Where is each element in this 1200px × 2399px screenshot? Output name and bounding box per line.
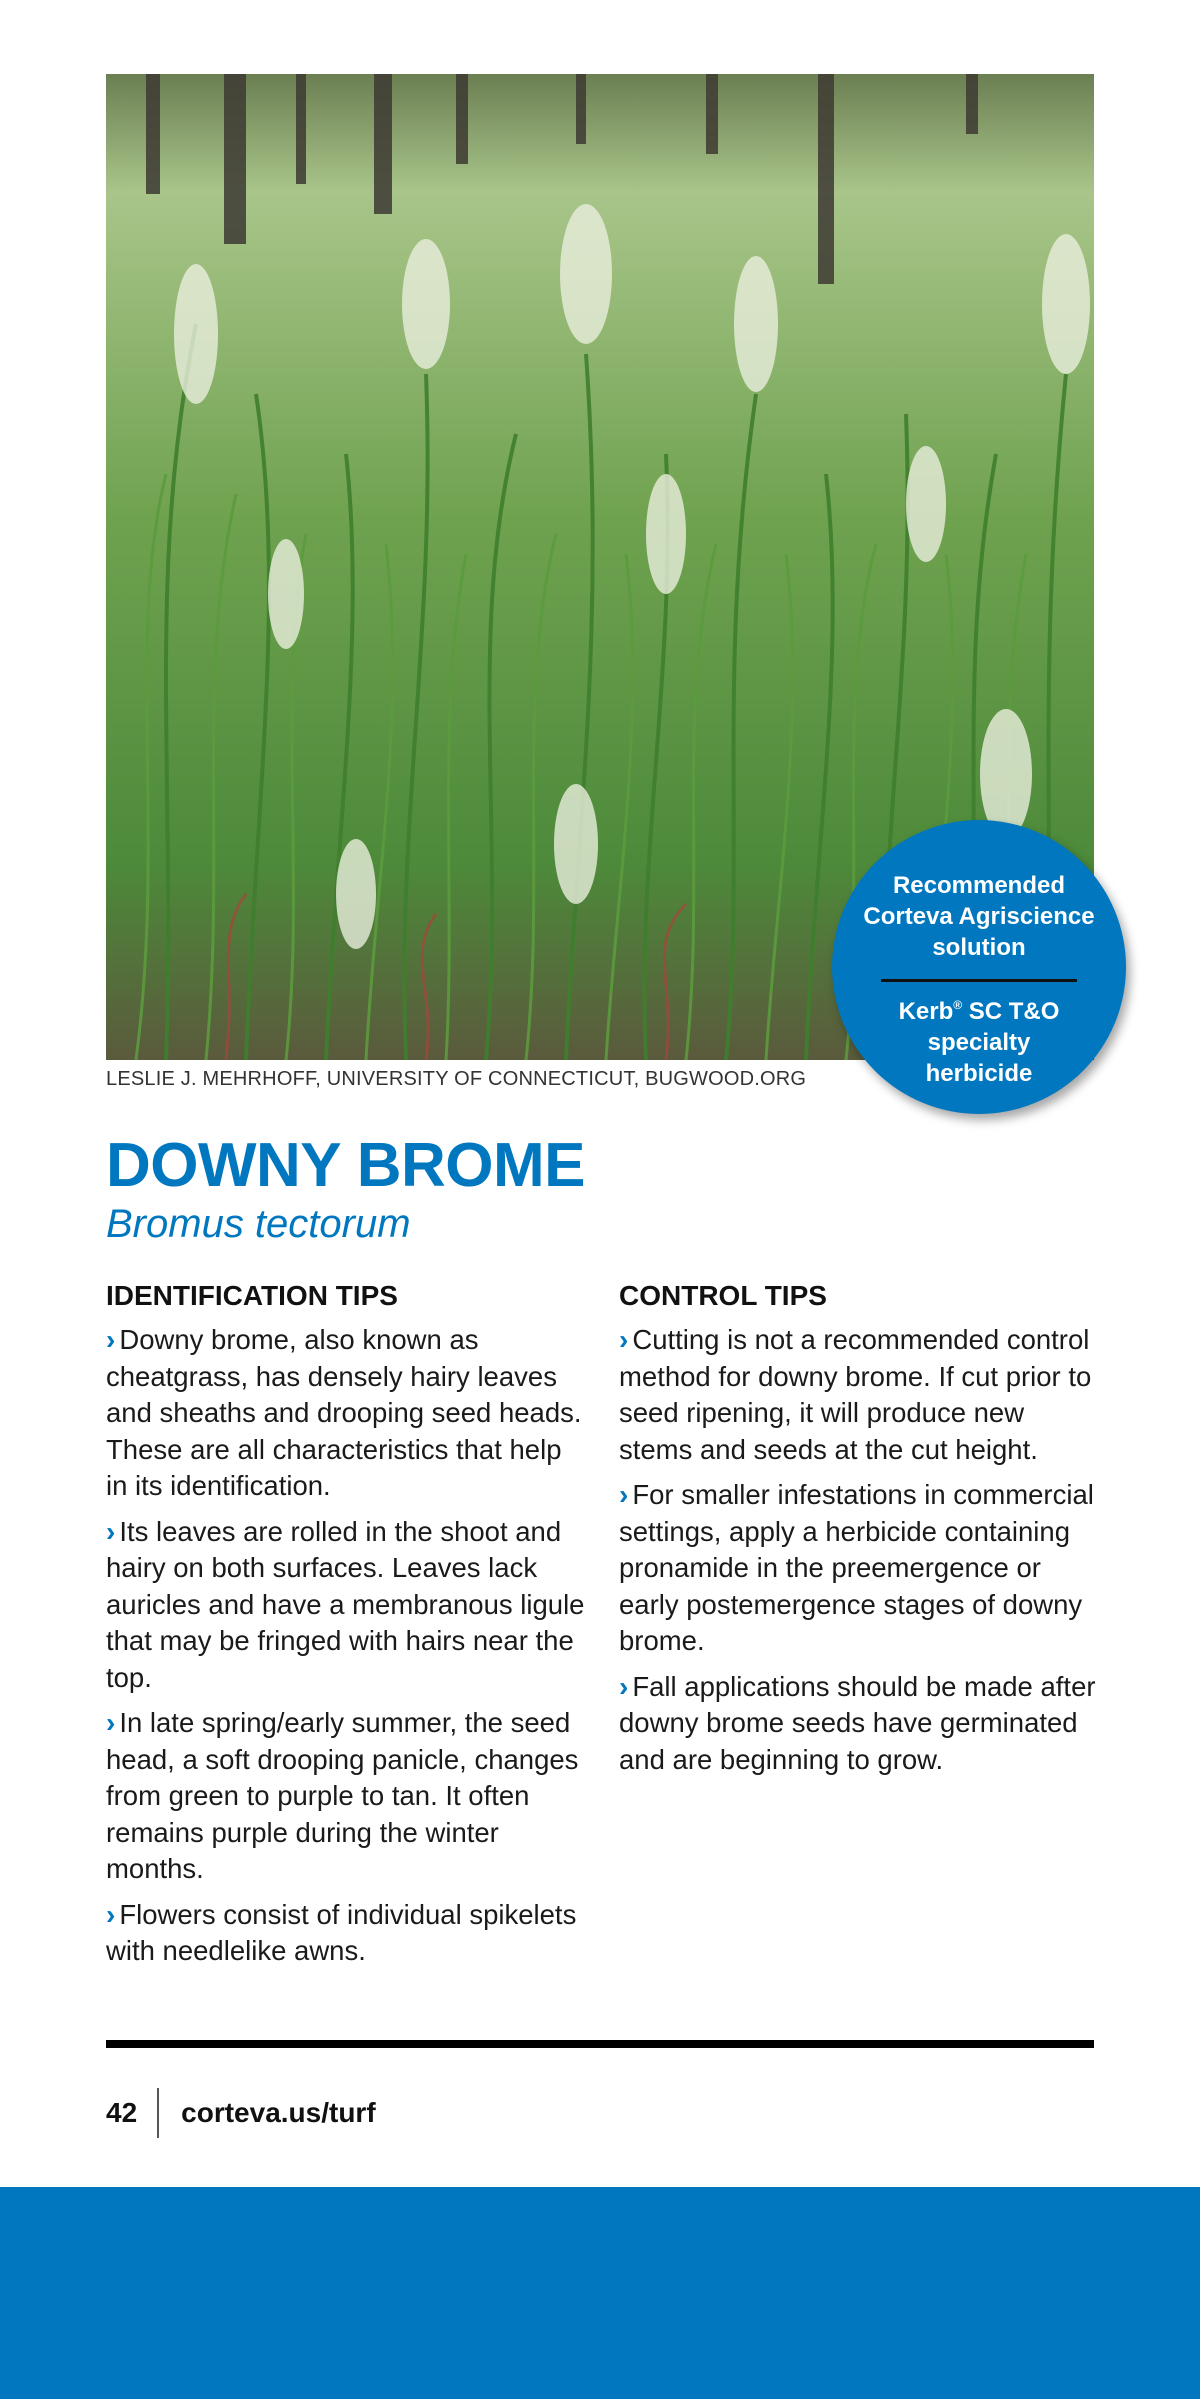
footer-divider: [106, 2040, 1094, 2048]
footer-separator: [157, 2088, 159, 2138]
identification-tips-section: [106, 1278, 586, 1979]
control-heading: CONTROL TIPS: [619, 1280, 827, 1311]
identification-heading: IDENTIFICATION TIPS: [106, 1280, 398, 1311]
chevron-right-icon: ›: [106, 1707, 116, 1738]
chevron-right-icon: ›: [619, 1479, 629, 1510]
badge-product-name: Kerb: [898, 998, 954, 1025]
identification-tip: › In late spring/early summer, the seed head, a soft drooping panicle, changes from green to purple to tan. It often remains purple during the winter months.: [106, 1707, 579, 1884]
badge-heading: Recommended Corteva Agriscience solution: [863, 872, 1095, 961]
recommended-solution-badge: [832, 820, 1126, 1114]
chevron-right-icon: ›: [619, 1324, 629, 1355]
badge-divider: [881, 979, 1077, 982]
page-footer: [106, 2088, 376, 2138]
control-tip: › Cutting is not a recommended control method for downy brome. If cut prior to seed ripening, it will produce new stems and seeds at the cut height.: [619, 1324, 1092, 1465]
control-tip: › Fall applications should be made after downy brome seeds have germinated and are beginning to grow.: [619, 1670, 1096, 1775]
chevron-right-icon: ›: [106, 1898, 116, 1930]
identification-tip: › Its leaves are rolled in the shoot and hairy on both surfaces. Leaves lack auricles and have a membranous ligule that may be fringed with hairs near the top.: [106, 1515, 585, 1693]
identification-tip: › Downy brome, also known as cheatgrass, has densely hairy leaves and sheaths and drooping seed heads. These are all characteristics that help in its identification.: [106, 1324, 582, 1501]
weed-common-name: DOWNY BROME: [106, 1131, 586, 1200]
page-number: 42: [106, 2097, 138, 2128]
chevron-right-icon: ›: [619, 1670, 629, 1702]
bottom-brand-band: [0, 2187, 1200, 2399]
badge-product-rest: SC T&O specialty herbicide: [925, 998, 1060, 1087]
control-tip: › For smaller infestations in commercial settings, apply a herbicide containing pronamide in the preemergence or early postemergence stages of downy brome.: [619, 1479, 1094, 1656]
weed-scientific-name: Bromus tectorum: [106, 1202, 411, 1246]
chevron-right-icon: ›: [106, 1324, 116, 1355]
identification-tip: › Flowers consist of individual spikelets with needlelike awns.: [106, 1898, 577, 1966]
control-tips-section: [619, 1278, 1099, 1787]
badge-product: [832, 996, 1126, 1089]
registered-mark: ®: [953, 998, 963, 1012]
photo-credit: LESLIE J. MEHRHOFF, UNIVERSITY OF CONNECTICUT, BUGWOOD.ORG: [106, 1068, 807, 1090]
chevron-right-icon: ›: [106, 1515, 116, 1547]
website-link[interactable]: corteva.us/turf: [181, 2097, 376, 2128]
